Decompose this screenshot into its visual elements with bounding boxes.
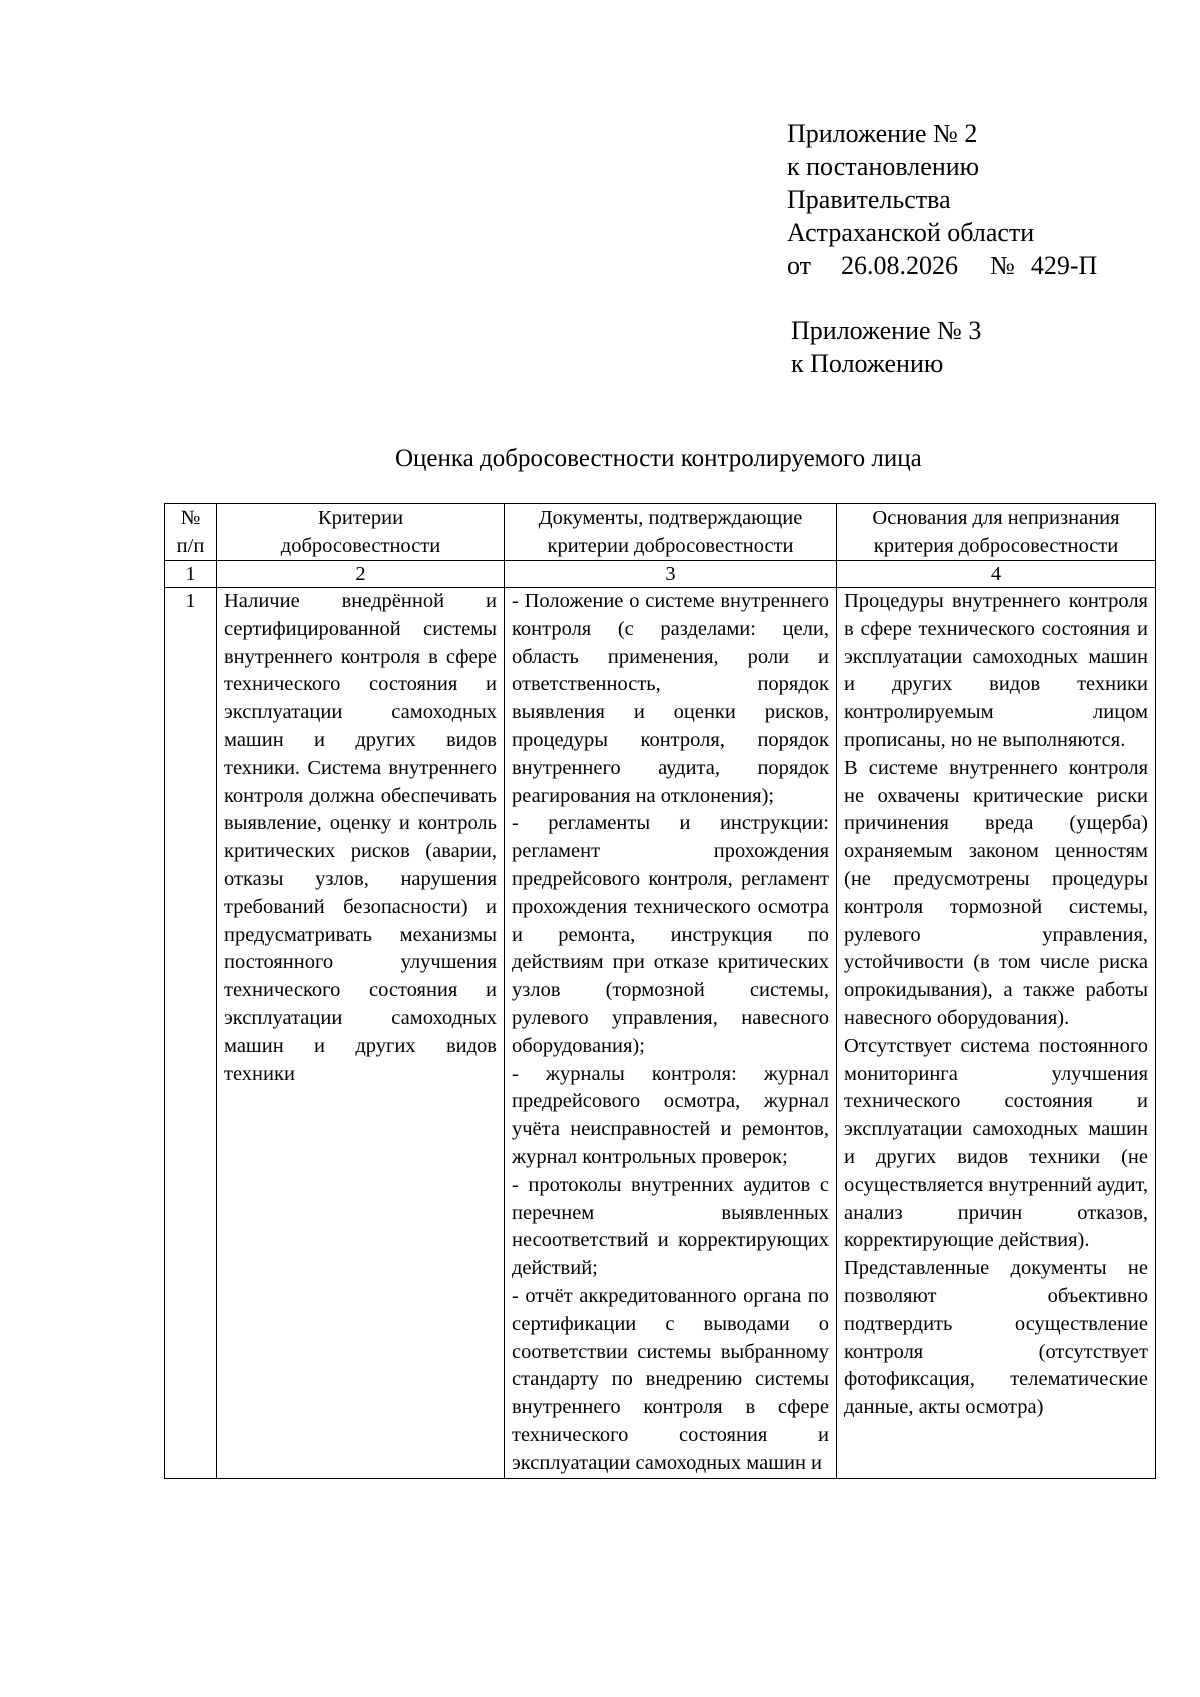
table-row [165, 588, 1156, 1479]
evaluation-table [164, 503, 1156, 1479]
document-item: - отчёт аккредитованного органа по сертификации с выводами о соответствии системы выбранному стандарту по внедрению системы внутреннего контроля в сфере технического состояния и эксплуатации самоходных машин и [512, 1284, 829, 1474]
annex-sub-to-regulation: к Положению [791, 349, 944, 378]
table-header-row [165, 504, 1156, 561]
header-criteria: Критерии добросовестности [217, 504, 505, 561]
column-number: 4 [837, 561, 1156, 588]
column-number: 3 [505, 561, 837, 588]
document-item: - журналы контроля: журнал предрейсового осмотра, журнал учёта неисправностей и ремонтов, журнал контрольных проверок; [512, 1062, 829, 1168]
annex-region: Астраханской области [787, 218, 1035, 247]
annex-sub-header [791, 314, 981, 380]
resolution-date: 26.08.2026 [841, 251, 959, 280]
document-item: - Положение о системе внутреннего контроля (с разделами: цели, область применения, роли и ответственность, порядок выявления и оценки рисков, процедуры контроля, порядок внутреннего аудита, порядок реагирования на отклонения); [512, 590, 829, 807]
header-number: № п/п [165, 504, 217, 561]
header-grounds: Основания для непризнания критерия добросовестности [837, 504, 1156, 561]
grounds-item: В системе внутреннего контроля не охвачены критические риски причинения вреда (ущерба) охраняемым законом ценностям (не предусмотрены процедуры контроля тормозной системы, рулевого управления, устойчивости (в том числе риска опрокидывания), а также работы навесного оборудования). [844, 756, 1148, 1029]
annex-government: Правительства [787, 185, 951, 214]
annex-date-line [787, 249, 1097, 282]
grounds-item: Процедуры внутреннего контроля в сфере технического состояния и эксплуатации самоходных машин и других видов техники контролируемым лицом прописаны, но не выполняются. [844, 590, 1148, 751]
resolution-number: 429-П [1030, 251, 1098, 280]
annex-sub-title: Приложение № 3 [791, 316, 982, 345]
document-item: - регламенты и инструкции: регламент прохождения предрейсового контроля, регламент прохождения технического осмотра и ремонта, инструкция по действиям при отказе критических узлов (тормозной системы, рулевого управления, навесного оборудования); [512, 812, 829, 1057]
column-numbers-row [165, 561, 1156, 588]
header-documents: Документы, подтверждающие критерии добросовестности [505, 504, 837, 561]
date-prefix: от [787, 251, 812, 280]
documents-cell [505, 588, 837, 1479]
grounds-item: Отсутствует система постоянного мониторинга улучшения технического состояния и эксплуатации самоходных машин и других видов техники (не осуществляется внутренний аудит, анализ причин отказов, корректирующие действия). [844, 1034, 1148, 1252]
document-item: - протоколы внутренних аудитов с перечнем выявленных несоответствий и корректирующих действий; [512, 1173, 829, 1280]
grounds-item: Представленные документы не позволяют объективно подтвердить осуществление контроля (отсутствует фотофиксация, телематические данные, акты осмотра) [844, 1257, 1148, 1419]
annex-header [787, 117, 1097, 282]
number-sign: № [990, 251, 1015, 280]
row-number: 1 [165, 588, 217, 1479]
criteria-cell: Наличие внедрённой и сертифицированной системы внутреннего контроля в сфере технического состояния и эксплуатации самоходных машин и других видов техники. Система внутреннего контроля должна обеспечивать выявление, оценку и контроль критических рисков (аварии, отказы узлов, нарушения требований безопасности) и предусматривать механизмы постоянного улучшения технического состояния и эксплуатации самоходных машин и других видов техники [217, 588, 505, 1479]
column-number: 2 [217, 561, 505, 588]
column-number: 1 [165, 561, 217, 588]
grounds-cell [837, 588, 1156, 1479]
annex-title: Приложение № 2 [787, 119, 978, 148]
annex-to-resolution: к постановлению [787, 152, 980, 181]
page-title: Оценка добросовестности контролируемого лица [395, 445, 922, 472]
